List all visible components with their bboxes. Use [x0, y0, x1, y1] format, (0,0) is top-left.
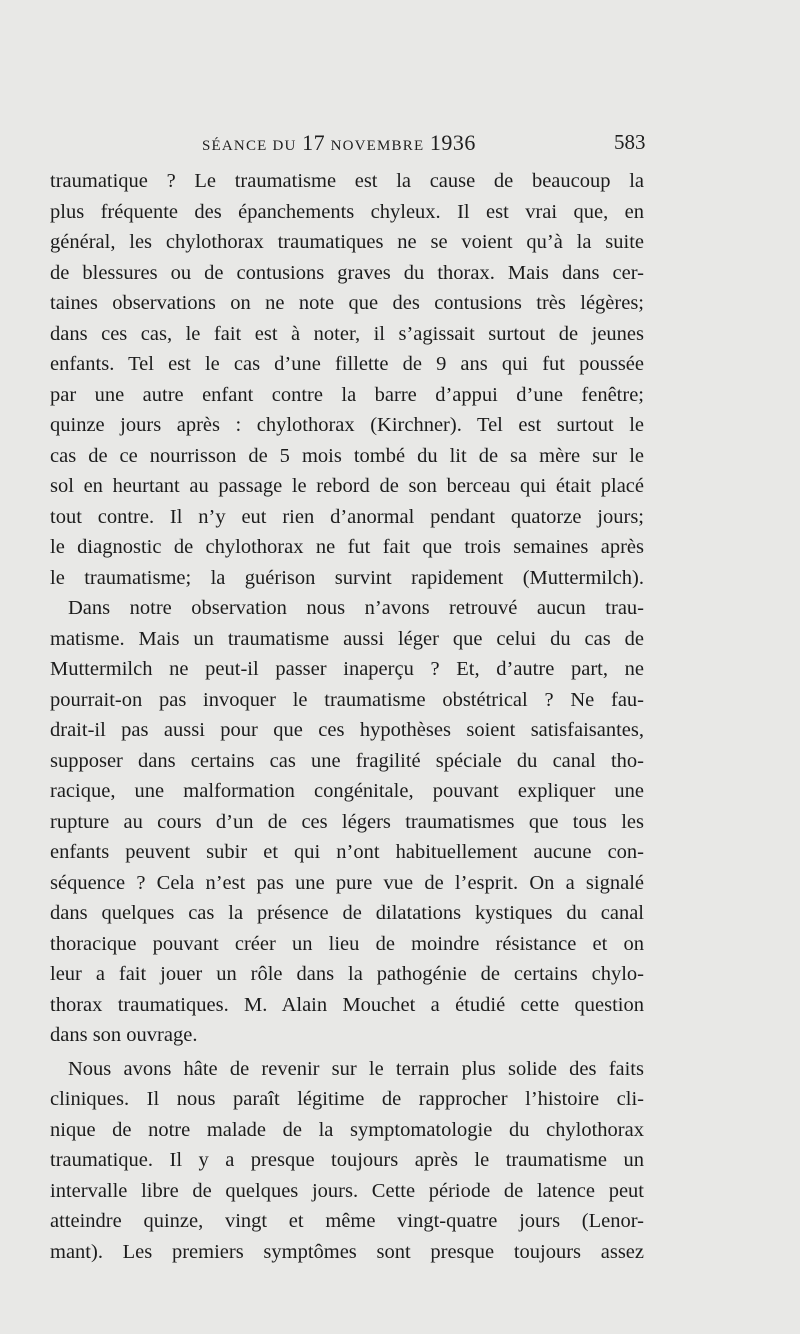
text-line: dans son ouvrage. — [50, 1024, 198, 1046]
text-line: taines observations on ne note que des contusions très légères; — [50, 292, 644, 314]
text-line: enfants. Tel est le cas d’une fillette de 9 ans qui fut poussée — [50, 353, 644, 375]
text-line: le diagnostic de chylothorax ne fut fait que trois semaines après — [50, 536, 644, 558]
running-header — [50, 130, 650, 160]
paragraph-3 — [50, 1054, 644, 1268]
text-line: dans ces cas, le fait est à noter, il s’agissait surtout de jeunes — [50, 322, 644, 345]
text-line: leur a fait jouer un rôle dans la pathogénie de certains chylo- — [50, 963, 644, 985]
text-line: enfants peuvent subir et qui n’ont habituellement aucune con- — [50, 841, 644, 863]
text-line: atteindre quinze, vingt et même vingt-quatre jours (Lenor- — [50, 1210, 644, 1232]
text-line: intervalle libre de quelques jours. Cette période de latence peut — [50, 1179, 644, 1202]
text-line: nique de notre malade de la symptomatologie du chylothorax — [50, 1118, 644, 1141]
text-line: de blessures ou de contusions graves du thorax. Mais dans cer- — [50, 261, 644, 284]
text-line: général, les chylothorax traumatiques ne se voient qu’à la suite — [50, 231, 644, 253]
text-line: quinze jours après : chylothorax (Kirchner). Tel est surtout le — [50, 414, 644, 436]
text-line: le traumatisme; la guérison survint rapidement (Muttermilch). — [50, 566, 644, 589]
text-line: Dans notre observation nous n’avons retrouvé aucun trau- — [68, 597, 644, 619]
title-year: 1936 — [429, 130, 476, 155]
text-line: traumatique. Il y a presque toujours après le traumatisme un — [50, 1149, 644, 1171]
text-line: mant). Les premiers symptômes sont presque toujours assez — [50, 1240, 644, 1263]
text-line: cas de ce nourrisson de 5 mois tombé du lit de sa mère sur le — [50, 444, 644, 467]
text-line: séquence ? Cela n’est pas une pure vue de l’esprit. On a signalé — [50, 871, 644, 894]
text-line: thoracique pouvant créer un lieu de moindre résistance et on — [50, 932, 644, 955]
text-line: rupture au cours d’un de ces légers traumatismes que tous les — [50, 810, 644, 833]
text-line: thorax traumatiques. M. Alain Mouchet a étudié cette question — [50, 993, 644, 1016]
text-line: par une autre enfant contre la barre d’appui d’une fenêtre; — [50, 383, 644, 406]
text-line: supposer dans certains cas une fragilité spéciale du canal tho- — [50, 749, 644, 772]
text-line: pourrait-on pas invoquer le traumatisme obstétrical ? Ne fau- — [50, 688, 644, 711]
text-line: matisme. Mais un traumatisme aussi léger que celui du cas de — [50, 627, 644, 650]
text-line: dans quelques cas la présence de dilatations kystiques du canal — [50, 902, 644, 924]
text-line: racique, une malformation congénitale, pouvant expliquer une — [50, 780, 644, 802]
text-line: Muttermilch ne peut-il passer inaperçu ? Et, d’autre part, ne — [50, 658, 644, 680]
paragraph-2 — [50, 593, 644, 1051]
paragraph-1 — [50, 166, 644, 593]
title-month: NOVEMBRE — [330, 138, 425, 154]
page-number: 583 — [614, 130, 646, 154]
text-line: Nous avons hâte de revenir sur le terrain plus solide des faits — [68, 1057, 644, 1080]
title-day: 17 — [302, 130, 326, 155]
text-line: cliniques. Il nous paraît légitime de rapprocher l’histoire cli- — [50, 1088, 644, 1110]
title-prefix: SÉANCE DU — [202, 138, 297, 154]
text-line: sol en heurtant au passage le rebord de son berceau qui était placé — [50, 475, 644, 497]
text-line: drait-il pas aussi pour que ces hypothèses soient satisfaisantes, — [50, 719, 644, 741]
running-title — [202, 130, 476, 156]
text-line: traumatique ? Le traumatisme est la cause de beaucoup la — [50, 170, 644, 192]
text-line: plus fréquente des épanchements chyleux. Il est vrai que, en — [50, 200, 644, 223]
body-text — [50, 166, 644, 1267]
text-line: tout contre. Il n’y eut rien d’anormal pendant quatorze jours; — [50, 505, 644, 528]
